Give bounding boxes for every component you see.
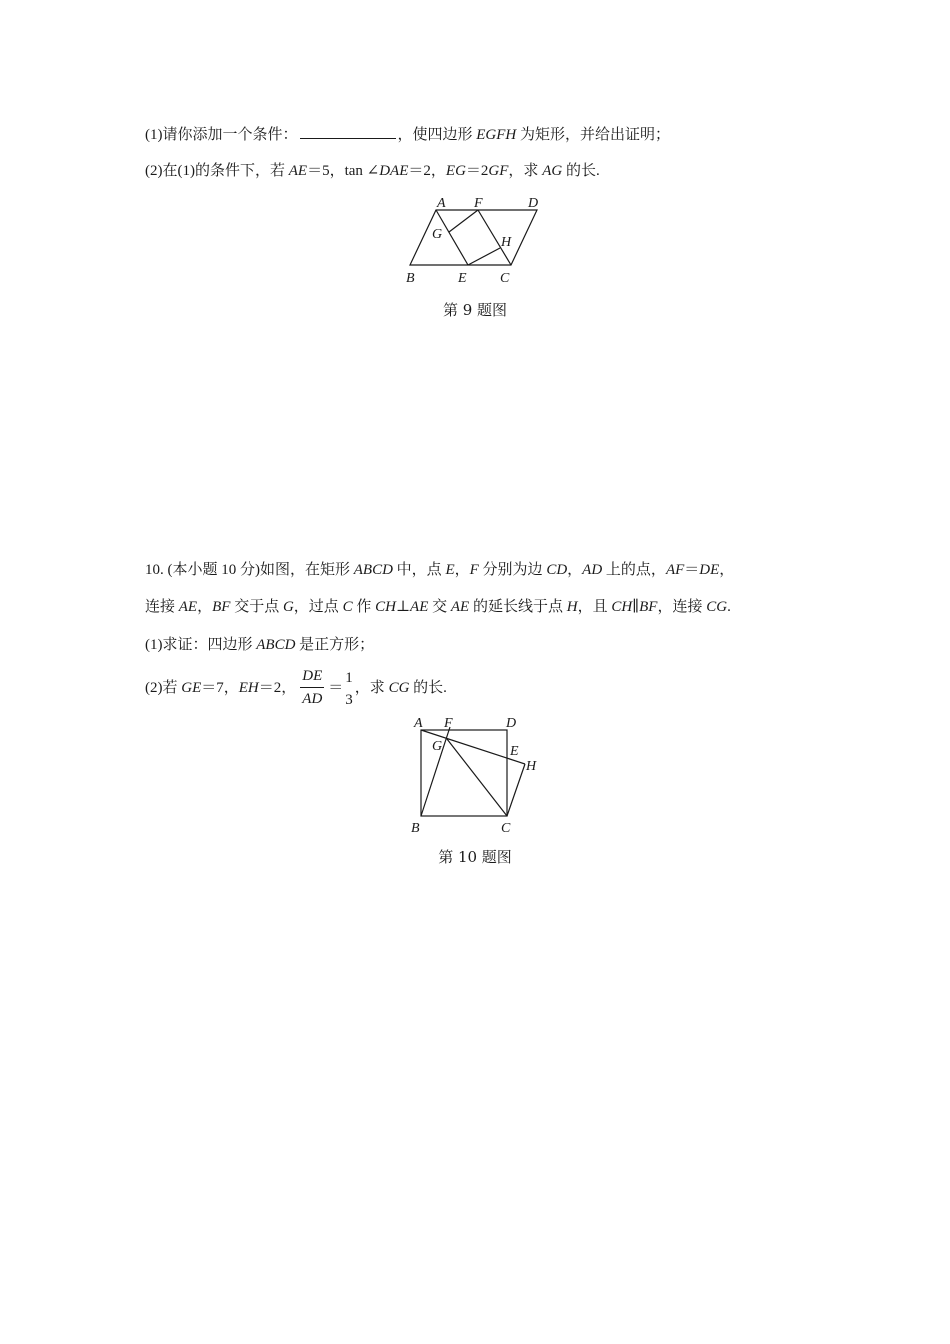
text: 的长.: [562, 163, 600, 179]
text: .: [727, 599, 731, 615]
label-c: C: [500, 271, 510, 286]
math-var: G: [282, 599, 294, 615]
label-h: H: [526, 759, 537, 774]
math-var: EGFH: [476, 127, 517, 143]
label-g: G: [432, 739, 443, 754]
text: (2)在(1)的条件下，若: [145, 163, 289, 179]
label-e: E: [510, 744, 519, 759]
label-b: B: [411, 821, 420, 835]
text: 10. (本小题 10 分)如图，在矩形: [145, 562, 354, 578]
label-d: D: [528, 196, 539, 211]
math-var: CH: [611, 599, 633, 615]
math-var: AD: [582, 562, 603, 578]
text: ，: [454, 562, 470, 578]
label-b: B: [406, 271, 415, 286]
label-e: E: [458, 271, 467, 286]
math-var: GF: [488, 163, 509, 179]
q9-part1-prompt: (1)请你添加一个条件：: [145, 127, 298, 143]
text: (2)若: [145, 680, 182, 696]
math-var: CG: [706, 599, 728, 615]
text: ，: [567, 562, 583, 578]
parallelogram-abcd: [410, 210, 537, 265]
figure-9-parallelogram: [395, 190, 565, 290]
math-var: AE: [410, 599, 429, 615]
text: 是正方形；: [295, 637, 375, 653]
label-f: F: [444, 716, 453, 731]
math-var: ABCD: [353, 562, 393, 578]
text: 上的点，: [602, 562, 666, 578]
math-var: F: [469, 562, 479, 578]
label-h: H: [501, 235, 512, 250]
math-var: GE: [181, 680, 202, 696]
math-var: BF: [639, 599, 658, 615]
math-var: AG: [542, 163, 563, 179]
q9-part2: [145, 161, 600, 181]
math-var: AF: [665, 562, 685, 578]
math-var: E: [445, 562, 455, 578]
math-var: AE: [288, 163, 308, 179]
text: ＝2: [465, 163, 489, 179]
label-c: C: [501, 821, 511, 835]
text: ＝: [328, 680, 344, 696]
figure-10-square: [400, 710, 550, 835]
math-var: C: [342, 599, 353, 615]
answer-blank[interactable]: [300, 124, 396, 139]
q10-stem-line2: [145, 597, 731, 617]
label-a: A: [437, 196, 446, 211]
fraction-numerator: 1: [345, 669, 353, 686]
text: 交: [428, 599, 451, 615]
text: 的延长线于点: [469, 599, 567, 615]
math-var: CH: [375, 599, 396, 615]
math-var: BF: [212, 599, 231, 615]
math-var: CG: [388, 680, 410, 696]
math-var: EG: [445, 163, 466, 179]
q10-part2: [145, 665, 447, 711]
text: ，: [719, 562, 735, 578]
text: ，求: [354, 680, 389, 696]
text: ，过点: [293, 599, 343, 615]
math-var: AE: [178, 599, 198, 615]
math-var: DE: [699, 562, 720, 578]
text: 中，点: [392, 562, 446, 578]
text: ＝7，: [201, 680, 239, 696]
text: 的长.: [409, 680, 447, 696]
text: ，连接: [657, 599, 707, 615]
fraction-numerator: DE: [300, 665, 324, 688]
text: ＝2，: [408, 163, 446, 179]
label-a: A: [414, 716, 423, 731]
fraction-de-over-ad: [300, 665, 324, 710]
math-var: EH: [238, 680, 259, 696]
label-d: D: [506, 716, 517, 731]
text: ，求: [508, 163, 543, 179]
math-var: H: [566, 599, 578, 615]
q10-part1: [145, 635, 374, 655]
text: ＝5，tan ∠: [307, 163, 380, 179]
text: 分别为边: [478, 562, 547, 578]
text: ，: [197, 599, 213, 615]
q9-part1: [145, 124, 670, 145]
text: ⊥: [395, 599, 411, 615]
q9-part1-text: 为矩形，并给出证明；: [516, 127, 671, 143]
text: ∥: [632, 599, 640, 615]
text: (1)求证：四边形: [145, 637, 257, 653]
text: 作: [352, 599, 376, 615]
label-f: F: [474, 196, 483, 211]
label-g: G: [432, 227, 443, 242]
fraction-denominator: 3: [345, 691, 353, 708]
text: ＝: [684, 562, 700, 578]
math-var: AE: [450, 599, 470, 615]
text: ＝2，: [258, 680, 297, 696]
q10-stem-line1: [145, 560, 734, 580]
math-var: ABCD: [256, 637, 296, 653]
figure-9-caption: 第 9 题图: [442, 301, 508, 319]
math-var: DAE: [379, 163, 409, 179]
math-var: CD: [546, 562, 568, 578]
fraction-denominator: AD: [302, 691, 323, 708]
fraction-one-third: [345, 667, 353, 711]
text: 交于点: [230, 599, 283, 615]
figure-10-caption: 第 10 题图: [438, 848, 512, 866]
text: 连接: [145, 599, 179, 615]
text: ，且: [577, 599, 612, 615]
q9-part1-text: ，使四边形: [397, 127, 477, 143]
